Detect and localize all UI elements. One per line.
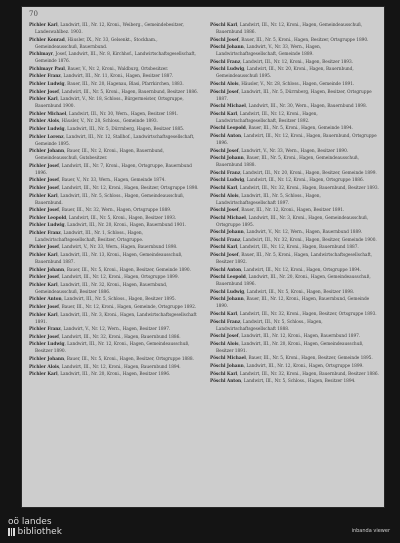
entry-text: Bauer, III., Nr. 5, Kroni., Hagen, Gemeindeausschuß, Bauernbund 1888.: [216, 156, 359, 169]
directory-entry: Pöschl Johann, Bauer, III., Nr. 12, Kroni., Hagen, Bauernbund, Gemeinde 1890.: [210, 297, 370, 310]
entry-text: Landwirt, V., Nr. 33, Wern., Hagen, Besitzer 1890.: [241, 148, 349, 154]
entry-name: Pichler Ludwig: [29, 81, 65, 87]
library-logo[interactable]: [8, 518, 62, 537]
entry-name: Pöschl Johann: [210, 230, 244, 236]
entry-name: Pichler Alois: [29, 364, 59, 370]
entry-name: Pichler Franz: [29, 230, 61, 236]
entry-text: Landwirt, III., Nr. 3, Kroni., Hagen, Landwirtschaftsgesellschaft 1891.: [35, 312, 197, 325]
entry-name: Pöschl Ludwig: [210, 67, 245, 73]
directory-entry: Pichler Josef, Landwirt, III., Nr. 5, Kroni., Hagen, Bauernbund, Besitzer 1886.: [29, 89, 198, 95]
right-column: [210, 22, 380, 386]
directory-entry: Pichler Ludwig, Landwirt, III., Nr. 20, Kroni., Hagen, Bauernbund 1901.: [29, 223, 187, 229]
directory-entry: Pichler Ludwig, Bauer, III., Nr. 20, Hagenau, Blasi, Pfarrkirchen, 1883.: [29, 81, 184, 87]
entry-name: Pichler Karl: [29, 282, 58, 288]
entry-text: Landwirt, V., Nr. 18, Schloss., Bürgermeister, Ortsgruppe, Bauernbund 1900.: [35, 97, 184, 110]
entry-text: Landwirt, III., Nr. 32, Kroni., Hagen, Besitzer, Gemeinde 1900.: [242, 237, 377, 243]
directory-entry: Pichlmayr, Josef, Landwirt, III., Nr. 8, Kirchhof., Landwirtschaftsgesellschaft, Gemeinde 1876.: [29, 52, 196, 65]
directory-entry: Pichler Karl, Landwirt, III., Nr. 12, Kroni., Weiberg., Gemeindebesitzer, Landeswahlbez. 1903.: [29, 23, 184, 35]
directory-entry: Pichler Johann, Bauer, III., Nr. 5, Kroni., Hagen, Besitzer, Ortsgruppe 1888.: [29, 357, 194, 362]
entry-name: Pöschl Karl: [210, 312, 238, 318]
page-number: 70: [29, 10, 38, 18]
entry-text: Landwirt, III., Nr. 5, Kroni., Hagen, Besitzer 1898.: [246, 289, 355, 295]
entry-name: Pichler Josef: [29, 334, 59, 340]
directory-entry: Pichler Lorenz, Landwirt, III., Nr. 12, Stallhof., Landwirtschaftsgesellschaft, Gemeinde 1895.: [29, 134, 195, 147]
directory-entry: Pichler Josef, Landwirt, III., Nr. 7, Kroni., Hagen, Ortsgruppe, Bauernbund 1896.: [29, 163, 192, 176]
directory-entry: Pöschl Franz, Landwirt, III., Nr. 12, Kroni., Hagen, Besitzer 1893.: [210, 59, 353, 65]
directory-entry: Pöschl Josef, Bauer, III., Nr. 5, Kroni., Hagen, Besitzer, Ortsgruppe 1890.: [210, 37, 369, 43]
directory-entry: Pöschl Karl, Landwirt, III., Nr. 12, Kroni., Hagen, Bauernbund 1887.: [210, 245, 359, 251]
entry-name: Pichler Ludwig: [29, 223, 65, 229]
directory-entry: Pöschl Alois, Landwirt, III., Nr. 20, Kroni., Hagen, Gemeindeausschuß, Besitzer 1891.: [210, 341, 364, 354]
entry-text: Landwirt, III., Nr. 30, Wern., Hagen, Besitzer 1891.: [68, 111, 179, 117]
directory-entry: Pichler Karl, Landwirt, V., Nr. 18, Schloss., Bürgermeister, Ortsgruppe, Bauernbund 1900.: [29, 97, 184, 110]
entry-text: Bauer, III., Nr. 5, Kroni., Hagen, Besitzer, Gemeinde 1890.: [66, 267, 191, 273]
directory-entry: Pöschl Karl, Landwirt, III., Nr. 32, Kroni., Hagen, Bauernbund, Besitzer 1893.: [210, 185, 379, 191]
entry-name: Pichler Josef: [29, 163, 59, 169]
directory-entry: Pichler Karl, Landwirt, III., Nr. 5, Schloss., Hagen, Gemeindeausschuß, Bauernbund.: [29, 193, 185, 206]
document-page: [22, 7, 384, 507]
entry-text: Häusler, IX., Nr. 33, Gelsenkt., Stockham., Gemeindeausschuß, Bauernbund.: [35, 37, 158, 50]
directory-entry: Pichler Karl, Landwirt, III., Nr. 32, Kroni., Hagen, Bauernbund, Gemeindeausschuß, Besitzer 1886.: [29, 282, 168, 295]
entry-text: Landwirt, III., Nr. 5, Schloss., Hagen, Landwirtschaftsgesellschaft 1897.: [216, 193, 321, 206]
entry-text: Landwirt, III., Nr. 5, Kroni., Hagen, Besitzer 1893.: [68, 215, 177, 221]
entry-name: Pichler Josef: [29, 89, 59, 95]
footer-bar: [0, 510, 400, 543]
entry-name: Pichler Josef: [29, 185, 59, 191]
entry-name: Pichler Leopold: [29, 215, 67, 221]
entry-name: Pichler Karl: [29, 372, 58, 378]
entry-name: Pichler Josef: [29, 208, 59, 214]
entry-name: Pöschl Johann: [210, 45, 244, 51]
directory-entry: Pöschl Michael, Bauer, III., Nr. 5, Kroni., Hagen, Besitzer, Gemeinde 1895.: [210, 356, 373, 362]
directory-entry: Pöschl Alois, Häusler, V., Nr. 28, Schloss., Hagen, Gemeinde 1891.: [210, 81, 355, 87]
entry-name: Pichler Michael: [29, 111, 67, 117]
entry-name: Pichler Karl: [29, 97, 58, 103]
entry-text: Bauer, III., Nr. 5, Kroni., Hagen, Besitzer, Ortsgruppe 1890.: [241, 37, 369, 43]
left-column: [29, 22, 199, 379]
entry-text: Landwirt, III., Nr. 12, Kroni., Hagen, Gemeindeausschuß, Bauernbund 1886.: [216, 23, 363, 35]
entry-name: Pöschl Johann: [210, 364, 244, 369]
entry-name: Pichler Konrad: [29, 37, 65, 43]
entry-name: Pöschl Leopold: [210, 275, 246, 281]
directory-entry: Pichler Ludwig, Landwirt, III., Nr. 12, Kroni., Hagen, Gemeindeausschuß, Besitzer 1890.: [29, 342, 190, 355]
entry-name: Pichler Ludwig: [29, 342, 65, 348]
logo-text-bottom: bibliothek: [17, 527, 62, 537]
directory-entry: Pichler Alois, Landwirt, III., Nr. 12, Kroni., Hagen, Bauernbund 1894.: [29, 364, 181, 370]
entry-text: Landwirt, III., Nr. 12, Kroni., Hagen, Ortsgruppe 1886.: [246, 178, 364, 184]
entry-text: Landwirt, III., Nr. 3, Kroni., Hagen, Gemeindeausschuß, Ortsgruppe 1895.: [216, 215, 369, 228]
entry-text: Landwirt, III., Nr. 12, Kroni., Hagen, Bauernbund 1897.: [241, 334, 361, 340]
entry-name: Pöschl Ludwig: [210, 178, 245, 184]
entry-name: Pichler Karl: [29, 312, 58, 318]
entry-name: Pichler Karl: [29, 23, 58, 28]
entry-text: Bauer, III., Nr. 5, Kroni., Hagen, Gemeinde 1894.: [248, 126, 353, 132]
entry-name: Pöschl Anton: [210, 133, 242, 139]
directory-entry: Pichler Leopold, Landwirt, III., Nr. 5, Kroni., Hagen, Besitzer 1893.: [29, 215, 177, 221]
entry-text: Landwirt, III., Nr. 32, Kroni., Hagen, Bauernbund 1886.: [61, 334, 181, 340]
directory-entry: Pichler Michael, Landwirt, III., Nr. 30, Wern., Hagen, Besitzer 1891.: [29, 111, 179, 117]
entry-name: Pöschl Leopold: [210, 126, 246, 132]
entry-name: Pöschl Josef: [210, 148, 239, 154]
entry-name: Pichler Karl: [29, 193, 58, 199]
entry-name: Pöschl Karl: [210, 185, 238, 191]
directory-entry: Pöschl Karl, Landwirt, III., Nr. 32, Kroni., Hagen, Bauernbund, Besitzer 1886.: [210, 371, 379, 377]
entry-text: Landwirt, III., Nr. 12, Stallhof., Landwirtschaftsgesellschaft, Gemeinde 1895.: [35, 134, 195, 147]
entry-text: Bauer, III., Nr. 5, Kroni., Hagen, Landwirtschaftsgesellschaft, Besitzer 1892.: [216, 253, 372, 266]
entry-name: Pöschl Karl: [210, 23, 238, 28]
directory-entry: Pöschl Ludwig, Landwirt, III., Nr. 5, Kroni., Hagen, Besitzer 1898.: [210, 289, 355, 295]
entry-name: Pöschl Alois: [210, 341, 239, 347]
entry-text: Josef, Landwirt, III., Nr. 8, Kirchhof., Landwirtschaftsgesellschaft, Gemeinde 1876.: [35, 52, 196, 65]
entry-name: Pichlmayr: [29, 52, 53, 58]
directory-entry: Pichler Josef, Landwirt, III., Nr. 12, Kroni., Hagen, Ortsgruppe 1899.: [29, 275, 179, 281]
directory-entry: Pöschl Alois, Landwirt, III., Nr. 5, Schloss., Hagen, Landwirtschaftsgesellschaft 1897.: [210, 193, 321, 206]
entry-name: Pichler Anton: [29, 297, 62, 303]
entry-text: Bauer, V., Nr. 33, Wern., Hagen, Gemeinde 1874.: [61, 178, 166, 184]
entry-text: Bauer, III., Nr. 12, Kroni., Hagen, Gemeinde, Ortsgruppe 1892.: [61, 305, 197, 311]
entry-text: Landwirt, III., Nr. 12, Kroni., Hagen, Besitzer 1893.: [242, 59, 353, 65]
entry-text: Landwirt, III., Nr. 5, Schloss., Hagen, Besitzer 1894.: [243, 379, 356, 385]
entry-text: Landwirt, III., Nr. 32, Kroni., Hagen, Besitzer, Ortsgruppe 1893.: [239, 312, 377, 318]
entry-text: Bauer, III., Nr. 5, Kroni., Hagen, Besitzer, Ortsgruppe 1888.: [66, 357, 194, 362]
directory-entry: Pöschl Franz, Landwirt, III., Nr. 32, Kroni., Hagen, Besitzer, Gemeinde 1900.: [210, 237, 377, 243]
directory-entry: Pöschl Karl, Landwirt, III., Nr. 12, Kroni., Hagen, Landwirtschaftsgesellschaft, Besitzer 1892.: [210, 111, 318, 124]
entry-text: Landwirt, III., Nr. 20, Kroni., Hagen, Bauernbund, Gemeindeausschuß 1895.: [216, 67, 354, 80]
entry-text: Landwirt, III., Nr. 12, Kroni., Weiberg., Gemeindebesitzer, Landeswahlbez. 1903.: [35, 23, 184, 35]
entry-name: Pöschl Johann: [210, 297, 244, 303]
entry-text: Landwirt, III., Nr. 32, Kroni., Hagen, Bauernbund, Besitzer 1886.: [239, 371, 379, 377]
entry-text: Landwirt, III., Nr. 32, Kroni., Hagen, Bauernbund, Besitzer 1893.: [239, 185, 379, 191]
directory-entry: Pichler Johann, Bauer, III., Nr. 5, Kroni., Hagen, Besitzer, Gemeinde 1890.: [29, 267, 191, 273]
directory-entry: Pichler Josef, Bauer, V., Nr. 33, Wern., Hagen, Gemeinde 1874.: [29, 178, 166, 184]
entry-name: Pöschl Johann: [210, 156, 244, 162]
directory-entry: Pichler Franz, Landwirt, III., Nr. 1, Schloss., Hagen, Landwirtschaftsgesellschaft, Besitzer, Ortsgruppe.: [29, 230, 144, 243]
entry-text: Landwirt, III., Nr. 20, Kroni., Hagen, Besitzer 1896.: [60, 372, 171, 378]
entry-name: Pöschl Josef: [210, 208, 239, 214]
directory-entry: Pichlmayr Paul, Bauer, V., Nr. 2, Kroni., Waldburg, Ortsbesitzer.: [29, 66, 169, 72]
entry-text: Landwirt, III., Nr. 12, Kroni., Hagen, Bauernbund 1887.: [239, 245, 359, 251]
entry-name: Pichler Johann: [29, 357, 65, 362]
entry-name: Pichler Josef: [29, 275, 59, 281]
entry-text: Bauer, III., Nr. 20, Hagenau, Blasi, Pfarrkirchen, 1883.: [67, 81, 184, 87]
directory-entry: Pichler Ludwig, Landwirt, III., Nr. 5, Dürrnberg, Hagen, Besitzer 1885.: [29, 126, 185, 132]
entry-text: Bauer, V., Nr. 2, Kroni., Waldburg, Ortsbesitzer.: [67, 66, 169, 72]
entry-text: Bauer, III., Nr. 2, Kroni., Hagen, Bauernbund, Gemeindeausschuß, Gutsbesitzer.: [35, 149, 164, 162]
directory-entry: Pöschl Ludwig, Landwirt, III., Nr. 12, Kroni., Hagen, Ortsgruppe 1886.: [210, 178, 364, 184]
entry-name: Pöschl Michael: [210, 356, 246, 362]
directory-entry: Pöschl Josef, Bauer, III., Nr. 5, Kroni., Hagen, Landwirtschaftsgesellschaft, Besitzer 1892.: [210, 253, 372, 266]
entry-text: Landwirt, III., Nr. 20, Kroni., Hagen, Gemeindeausschuß, Bauernbund 1896.: [216, 275, 371, 288]
entry-name: Pichler Josef: [29, 245, 59, 251]
directory-entry: Pöschl Josef, Landwirt, V., Nr. 33, Wern., Hagen, Besitzer 1890.: [210, 148, 349, 154]
entry-name: Pöschl Franz: [210, 59, 241, 65]
directory-entry: Pöschl Josef, Landwirt, III., Nr. 5, Dürrnberg, Hagen, Besitzer, Ortsgruppe 1887.: [210, 89, 372, 102]
directory-entry: Pichler Karl, Landwirt, III., Nr. 13, Kroni., Hagen, Gemeindeausschuß, Bauernbund 1887.: [29, 253, 183, 266]
entry-name: Pöschl Ludwig: [210, 289, 245, 295]
entry-name: Pichler Johann: [29, 267, 65, 273]
entry-text: Landwirt, V., Nr. 33, Wern., Hagen, Landwirtschaftsgesellschaft, Gemeinde 1889.: [216, 45, 322, 58]
directory-entry: Pöschl Josef, Bauer, III., Nr. 12, Kroni., Hagen, Besitzer 1891.: [210, 208, 345, 214]
directory-entry: Pöschl Michael, Landwirt, III., Nr. 30, Wern., Hagen, Bauernbund 1898.: [210, 104, 367, 110]
entry-name: Pöschl Karl: [210, 111, 238, 117]
entry-text: Landwirt, III., Nr. 20, Kroni., Hagen, Besitzer, Gemeinde 1899.: [242, 170, 377, 176]
viewer-label[interactable]: inbanda viewer: [351, 528, 390, 534]
directory-entry: Pöschl Ludwig, Landwirt, III., Nr. 20, Kroni., Hagen, Bauernbund, Gemeindeausschuß 1895.: [210, 67, 354, 80]
entry-text: Landwirt, III., Nr. 12, Kroni., Hagen, Bauernbund, Ortsgruppe 1896.: [216, 133, 377, 146]
directory-entry: Pöschl Anton, Landwirt, III., Nr. 5, Schloss., Hagen, Besitzer 1894.: [210, 379, 356, 385]
directory-entry: Pichler Josef, Landwirt, III., Nr. 12, Kroni., Hagen, Besitzer, Ortsgruppe 1898.: [29, 185, 199, 191]
entry-name: Pöschl Anton: [210, 267, 242, 273]
directory-entry: Pichler Josef, Bauer, III., Nr. 32, Wern., Hagen, Ortsgruppe 1889.: [29, 208, 172, 214]
directory-entry: Pichler Alois, Häusler, V., Nr. 28, Schloss., Gemeinde 1893.: [29, 119, 158, 125]
entry-name: Pöschl Anton: [210, 379, 242, 385]
entry-text: Landwirt, III., Nr. 1, Schloss., Hagen, Landwirtschaftsgesellschaft, Besitzer, Ortsgruppe.: [35, 230, 144, 243]
directory-entry: Pichler Josef, Bauer, III., Nr. 12, Kroni., Hagen, Gemeinde, Ortsgruppe 1892.: [29, 305, 197, 311]
entry-name: Pöschl Josef: [210, 37, 239, 43]
directory-entry: Pöschl Karl, Landwirt, III., Nr. 32, Kroni., Hagen, Besitzer, Ortsgruppe 1893.: [210, 312, 377, 318]
directory-entry: Pöschl Leopold, Landwirt, III., Nr. 20, Kroni., Hagen, Gemeindeausschuß, Bauernbund 1896.: [210, 275, 371, 288]
entry-name: Pöschl Franz: [210, 237, 241, 243]
bars-icon: [8, 527, 16, 537]
entry-text: Landwirt, III., Nr. 20, Kroni., Hagen, Bauernbund 1901.: [67, 223, 187, 229]
entry-name: Pichler Johann: [29, 149, 65, 155]
entry-name: Pöschl Josef: [210, 334, 239, 340]
entry-text: Landwirt, III., Nr. 5, Schloss., Hagen, Gemeindeausschuß, Bauernbund.: [35, 193, 185, 206]
entry-name: Pöschl Josef: [210, 89, 239, 95]
entry-text: Landwirt, III., Nr. 5, Schloss., Hagen, Landwirtschaftsgesellschaft 1888.: [216, 319, 323, 332]
logo-text-top: oö landes: [8, 517, 52, 527]
entry-text: Landwirt, V., Nr. 12, Wern., Hagen, Besitzer 1897.: [63, 327, 171, 333]
entry-text: Landwirt, III., Nr. 12, Kroni., Hagen, Ortsgruppe 1899.: [61, 275, 179, 281]
entry-text: Landwirt, III., Nr. 12, Kroni., Hagen, Ortsgruppe 1899.: [246, 364, 364, 369]
directory-entry: Pöschl Johann, Landwirt, V., Nr. 12, Wern., Hagen, Bauernbund 1889.: [210, 230, 363, 236]
entry-text: Landwirt, III., Nr. 5, Dürrnberg, Hagen, Besitzer, Ortsgruppe 1887.: [216, 89, 372, 102]
directory-entry: Pöschl Leopold, Bauer, III., Nr. 5, Kroni., Hagen, Gemeinde 1894.: [210, 126, 353, 132]
entry-name: Pöschl Josef: [210, 253, 239, 259]
entry-name: Pichler Franz: [29, 327, 61, 333]
entry-text: Landwirt, III., Nr. 7, Kroni., Hagen, Ortsgruppe, Bauernbund 1896.: [35, 163, 192, 176]
entry-name: Pichler Franz: [29, 74, 61, 80]
entry-text: Landwirt, III., Nr. 20, Kroni., Hagen, Gemeindeausschuß, Besitzer 1891.: [216, 341, 364, 354]
directory-entry: Pichler Karl, Landwirt, III., Nr. 20, Kroni., Hagen, Besitzer 1896.: [29, 372, 171, 378]
entry-text: Landwirt, III., Nr. 5, Kroni., Hagen, Bauernbund, Besitzer 1886.: [61, 89, 198, 95]
entry-text: Landwirt, V., Nr. 12, Wern., Hagen, Bauernbund 1889.: [246, 230, 363, 236]
entry-text: Landwirt, III., Nr. 11, Kroni., Hagen, Besitzer 1887.: [63, 74, 174, 80]
entry-text: Landwirt, V., Nr. 33, Wern., Hagen, Bauernbund 1898.: [61, 245, 178, 251]
directory-entry: Pichler Konrad, Häusler, IX., Nr. 33, Gelsenkt., Stockham., Gemeindeausschuß, Bauernbund.: [29, 37, 158, 50]
entry-name: Pöschl Franz: [210, 319, 241, 325]
entry-name: Pöschl Karl: [210, 245, 238, 251]
directory-entry: Pichler Josef, Landwirt, V., Nr. 33, Wern., Hagen, Bauernbund 1898.: [29, 245, 178, 251]
entry-text: Landwirt, III., Nr. 5, Dürrnberg, Hagen, Besitzer 1885.: [67, 126, 185, 132]
entry-text: Landwirt, III., Nr. 32, Kroni., Hagen, Bauernbund, Gemeindeausschuß, Besitzer 1886.: [35, 282, 168, 295]
entry-name: Pöschl Alois: [210, 193, 239, 199]
entry-text: Landwirt, III., Nr. 12, Kroni., Hagen, Bauernbund 1894.: [61, 364, 181, 370]
directory-entry: Pichler Josef, Landwirt, III., Nr. 32, Kroni., Hagen, Bauernbund 1886.: [29, 334, 181, 340]
directory-entry: Pöschl Johann, Landwirt, V., Nr. 33, Wern., Hagen, Landwirtschaftsgesellschaft, Gemeinde 1889.: [210, 45, 322, 58]
entry-text: Bauer, III., Nr. 5, Kroni., Hagen, Besitzer, Gemeinde 1895.: [248, 356, 373, 362]
entry-name: Pichler Ludwig: [29, 126, 65, 132]
directory-entry: Pöschl Johann, Bauer, III., Nr. 5, Kroni., Hagen, Gemeindeausschuß, Bauernbund 1888.: [210, 156, 359, 169]
directory-entry: Pichler Anton, Landwirt, III., Nr. 5, Schloss., Hagen, Besitzer 1895.: [29, 297, 176, 303]
entry-text: Bauer, III., Nr. 12, Kroni., Hagen, Besitzer 1891.: [241, 208, 345, 214]
entry-name: Pöschl Karl: [210, 371, 238, 377]
entry-text: Landwirt, III., Nr. 5, Schloss., Hagen, Besitzer 1895.: [64, 297, 176, 303]
entry-text: Landwirt, III., Nr. 30, Wern., Hagen, Bauernbund 1898.: [248, 104, 367, 110]
directory-entry: Pöschl Johann, Landwirt, III., Nr. 12, Kroni., Hagen, Ortsgruppe 1899.: [210, 364, 364, 369]
entry-name: Pichler Josef: [29, 178, 59, 184]
entry-name: Pichler Lorenz: [29, 134, 64, 140]
entry-text: Landwirt, III., Nr. 13, Kroni., Hagen, Gemeindeausschuß, Bauernbund 1887.: [35, 253, 183, 266]
directory-entry: Pöschl Anton, Landwirt, III., Nr. 12, Kroni., Hagen, Ortsgruppe 1894.: [210, 267, 361, 273]
entry-name: Pichler Alois: [29, 119, 59, 125]
directory-entry: Pöschl Josef, Landwirt, III., Nr. 12, Kroni., Hagen, Bauernbund 1897.: [210, 334, 361, 340]
entry-name: Pichler Josef: [29, 305, 59, 311]
entry-name: Pichlmayr Paul: [29, 66, 65, 72]
directory-entry: Pöschl Franz, Landwirt, III., Nr. 20, Kroni., Hagen, Besitzer, Gemeinde 1899.: [210, 170, 377, 176]
entry-text: Häusler, V., Nr. 28, Schloss., Gemeinde 1893.: [61, 119, 158, 125]
directory-entry: Pöschl Michael, Landwirt, III., Nr. 3, Kroni., Hagen, Gemeindeausschuß, Ortsgruppe 1895.: [210, 215, 369, 228]
directory-entry: Pöschl Karl, Landwirt, III., Nr. 12, Kroni., Hagen, Gemeindeausschuß, Bauernbund 1886.: [210, 23, 363, 35]
directory-entry: Pichler Karl, Landwirt, III., Nr. 3, Kroni., Hagen, Landwirtschaftsgesellschaft 1891.: [29, 312, 197, 325]
directory-entry: Pöschl Franz, Landwirt, III., Nr. 5, Schloss., Hagen, Landwirtschaftsgesellschaft 1888.: [210, 319, 323, 332]
entry-text: Bauer, III., Nr. 12, Kroni., Hagen, Bauernbund, Gemeinde 1890.: [216, 297, 370, 310]
entry-text: Landwirt, III., Nr. 12, Kroni., Hagen, Ortsgruppe 1894.: [243, 267, 361, 273]
entry-name: Pichler Karl: [29, 253, 58, 259]
entry-text: Landwirt, III., Nr. 12, Kroni., Hagen, Landwirtschaftsgesellschaft, Besitzer 1892.: [216, 111, 318, 124]
directory-entry: Pöschl Anton, Landwirt, III., Nr. 12, Kroni., Hagen, Bauernbund, Ortsgruppe 1896.: [210, 133, 377, 146]
entry-text: Landwirt, III., Nr. 12, Kroni., Hagen, Besitzer, Ortsgruppe 1898.: [61, 185, 199, 191]
directory-entry: Pichler Franz, Landwirt, III., Nr. 11, Kroni., Hagen, Besitzer 1887.: [29, 74, 174, 80]
entry-name: Pöschl Franz: [210, 170, 241, 176]
directory-entry: Pichler Franz, Landwirt, V., Nr. 12, Wern., Hagen, Besitzer 1897.: [29, 327, 171, 333]
entry-text: Landwirt, III., Nr. 12, Kroni., Hagen, Gemeindeausschuß, Besitzer 1890.: [35, 342, 190, 355]
entry-name: Pöschl Alois: [210, 81, 239, 87]
entry-text: Häusler, V., Nr. 28, Schloss., Hagen, Gemeinde 1891.: [241, 81, 355, 87]
entry-name: Pöschl Michael: [210, 215, 246, 221]
directory-entry: Pichler Johann, Bauer, III., Nr. 2, Kroni., Hagen, Bauernbund, Gemeindeausschuß, Gutsbesitzer.: [29, 149, 164, 162]
entry-name: Pöschl Michael: [210, 104, 246, 110]
entry-text: Bauer, III., Nr. 32, Wern., Hagen, Ortsgruppe 1889.: [61, 208, 172, 214]
